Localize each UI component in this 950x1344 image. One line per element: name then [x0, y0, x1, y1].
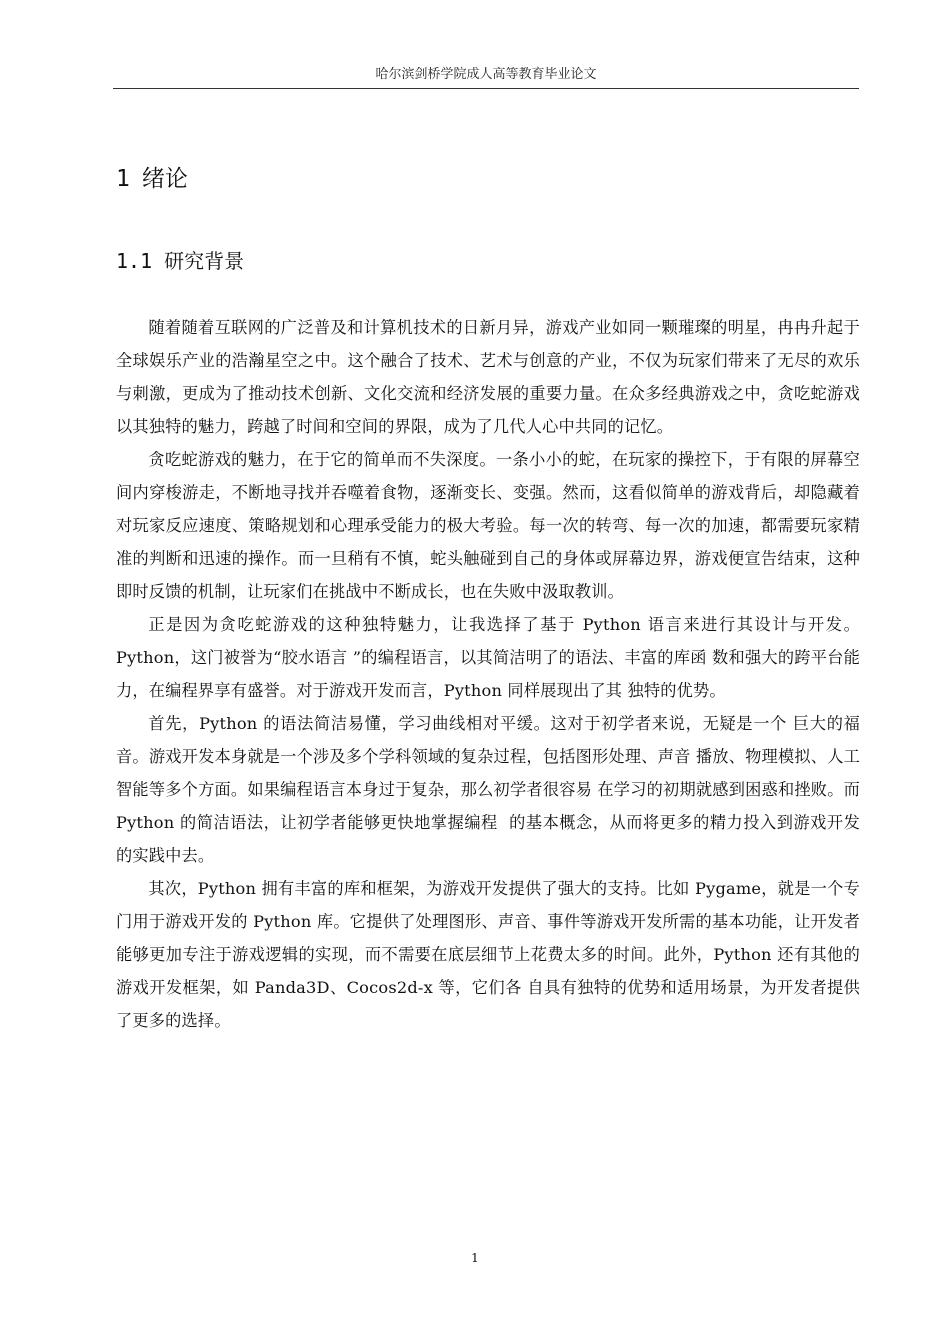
- chapter-title: 绪论: [141, 166, 188, 192]
- section-number: 1.1: [116, 249, 153, 273]
- body-text: [116, 311, 866, 1037]
- chapter-number: 1: [116, 166, 130, 192]
- section-heading: [116, 247, 244, 275]
- chapter-heading: [116, 164, 188, 194]
- running-header: 哈尔滨剑桥学院成人高等教育毕业论文: [375, 67, 597, 82]
- paragraph: 随着随着互联网的广泛普及和计算机技术的日新月异，游戏产业如同一颗璀璨的明星，冉冉升起于全球娱乐产业的浩瀚星空之中。这个融合了技术、艺术与创意的产业，不仅为玩家们带来了无尽的欢乐与刺激，更成为了推动技术创新、文化交流和经济发展的重要力量。在众多经典游戏之中，贪吃蛇游戏以其独特的魅力，跨越了时间和空间的界限，成为了几代人心中共同的记忆。: [116, 318, 860, 436]
- paragraph: 其次，Python 拥有丰富的库和框架，为游戏开发提供了强大的支持。比如 Pygame，就是一个专门用于游戏开发的 Python 库。它提供了处理图形、声音、事件等游戏开发所需的基本功能，让开发者能够更加专注于游戏逻辑的实现，而不需要在底层细节上花费太多的时间。此外，Python 还有其他的游戏开发框架，如 Panda3D、Cocos2d-x 等，它们各 自具有独特的优势和适用场景，为开发者提供了更多的选择。: [116, 879, 860, 1030]
- section-title: 研究背景: [164, 249, 245, 273]
- paragraph: 首先，Python 的语法简洁易懂，学习曲线相对平缓。这对于初学者来说，无疑是一个 巨大的福音。游戏开发本身就是一个涉及多个学科领域的复杂过程，包括图形处理、声音 播放、物理模拟、人工智能等多个方面。如果编程语言本身过于复杂，那么初学者很容易 在学习的初期就感到困惑和挫败。而 Python 的简洁语法，让初学者能够更快地掌握编程 的基本概念，从而将更多的精力投入到游戏开发的实践中去。: [116, 714, 866, 865]
- page-number: 1: [471, 1251, 479, 1265]
- paragraph: 贪吃蛇游戏的魅力，在于它的简单而不失深度。一条小小的蛇，在玩家的操控下，于有限的屏幕空间内穿梭游走，不断地寻找并吞噬着食物，逐渐变长、变强。然而，这看似简单的游戏背后，却隐藏着对玩家反应速度、策略规划和心理承受能力的极大考验。每一次的转弯、每一次的加速，都需要玩家精准的判断和迅速的操作。而一旦稍有不慎，蛇头触碰到自己的身体或屏幕边界，游戏便宣告结束，这种即时反馈的机制，让玩家们在挑战中不断成长，也在失败中汲取教训。: [116, 450, 860, 601]
- paragraph: 正是因为贪吃蛇游戏的这种独特魅力，让我选择了基于 Python 语言来进行其设计与开发。Python，这门被誉为“胶水语言 ”的编程语言，以其简洁明了的语法、丰富的库函 数和强大的跨平台能力，在编程界享有盛誉。对于游戏开发而言，Python 同样展现出了其 独特的优势。: [116, 615, 860, 700]
- header-rule: [113, 88, 859, 89]
